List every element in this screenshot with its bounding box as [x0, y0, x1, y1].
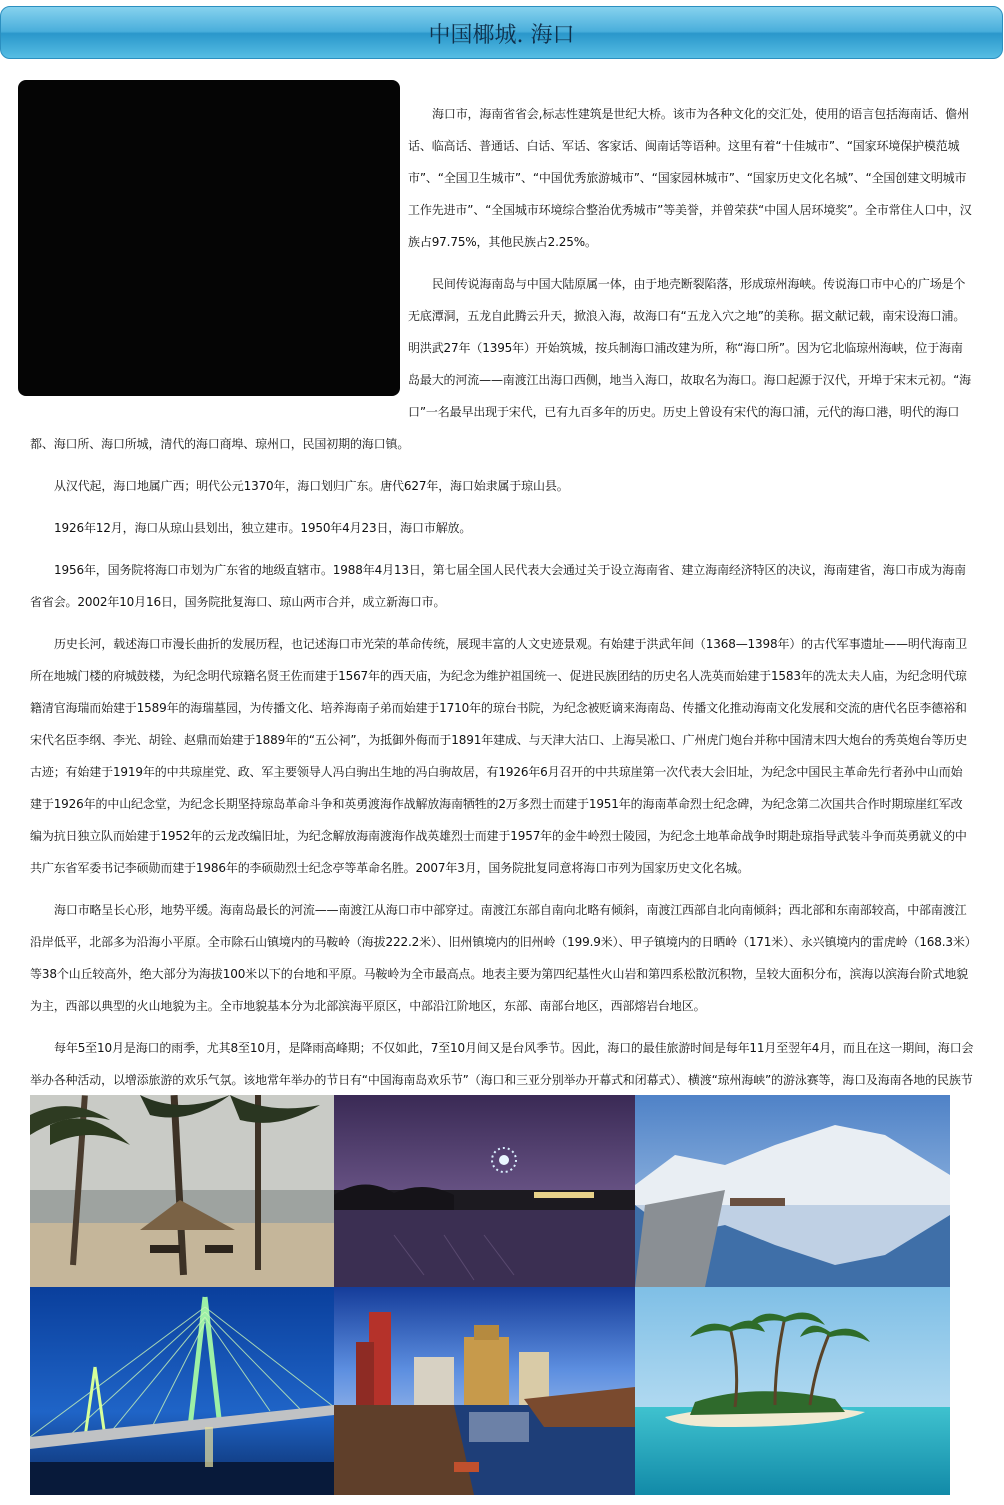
- photo-gallery: [30, 1095, 950, 1495]
- header-bar: [0, 6, 1003, 59]
- paragraph: 海口市，海南省省会,标志性建筑是世纪大桥。该市为各种文化的交汇处，使用的语言包括海南话、儋州话、临高话、普通话、白话、军话、客家话、闽南话等语种。这里有着“十佳城市”、“国家环境保护模范城市”、“全国卫生城市”、“中国优秀旅游城市”、“国家园林城市”、“国家历史文化名城”、“全国创建文明城市工作先进市”、“全国城市环境综合整治优秀城市”等美誉，并曾荣获“中国人居环境奖”。全市常住人口中，汉族占97.75%，其他民族占2.25%。: [408, 107, 972, 249]
- video-player[interactable]: [18, 80, 400, 396]
- article: [30, 80, 974, 1138]
- beach-palms-photo[interactable]: [30, 1095, 334, 1287]
- tropical-island-photo[interactable]: [635, 1287, 950, 1495]
- paragraph: 每年5至10月是海口的雨季，尤其8至10月，是降雨高峰期；不仅如此，7至10月间又是台风季节。因此，海口的最佳旅游时间是每年11月至翌年4月，而且在这一期间，海口会举办各种活动，以增添旅游的欢乐气氛。该地常年举办的节日有“中国海南岛欢乐节”（海口和三亚分别举办开幕式和闭幕式）、横渡“琼州海峡”的游泳赛等，海口及海南各地的民族节: [30, 1041, 974, 1087]
- city-river-photo[interactable]: [334, 1287, 635, 1495]
- paragraph: 从汉代起，海口地属广西；明代公元1370年，海口划归广东。唐代627年，海口始隶属于琼山县。: [54, 479, 569, 493]
- snow-lake-photo[interactable]: [635, 1095, 950, 1287]
- page-title: 中国椰城. 海口: [428, 23, 575, 48]
- paragraph: 1956年，国务院将海口市划为广东省的地级直辖市。1988年4月13日，第七届全国人民代表大会通过关于设立海南省、建立海南经济特区的决议，海南建省，海口市成为海南省省会。2002年10月16日，国务院批复海口、琼山两市合并，成立新海口市。: [30, 563, 966, 609]
- paragraph: 民间传说海南岛与中国大陆原属一体，由于地壳断裂陷落，形成琼州海峡。传说海口市中心的广场是个无底潭洞，五龙自此腾云升天，掀浪入海，故海口有“五龙入穴之地”的美称。据文献记载，南宋设海口浦。明洪武27年（1395年）开始筑城，按兵制海口浦改建为所，称“海口所”。因为它北临琼州海峡，位于海南岛最大的河流——南渡江出海口西侧，地当入海口，故取名为海口。海口起源于汉代，开埠于宋末元初。“海口”一名最早出现于宋代，已有九百多年的历史。历史上曾设有宋代的海口浦，元代的海口港，明代的海口都、海口所、海口所城，清代的海口商埠、琼州口，民国初期的海口镇。: [30, 277, 972, 451]
- paragraph: 1926年12月，海口从琼山县划出，独立建市。1950年4月23日，海口市解放。: [54, 521, 472, 535]
- century-bridge-photo[interactable]: [30, 1287, 334, 1495]
- night-fireworks-photo[interactable]: [334, 1095, 635, 1287]
- paragraph: 海口市略呈长心形，地势平缓。海南岛最长的河流——南渡江从海口市中部穿过。南渡江东部自南向北略有倾斜，南渡江西部自北向南倾斜；西北部和东南部较高，中部南渡江沿岸低平，北部多为沿海小平原。全市除石山镇境内的马鞍岭（海拔222.2米）、旧州镇境内的旧州岭（199.9米）、甲子镇境内的日晒岭（171米）、永兴镇境内的雷虎岭（168.3米）等38个山丘较高外，绝大部分为海拔100米以下的台地和平原。马鞍岭为全市最高点。地表主要为第四纪基性火山岩和第四系松散沉积物，呈较大面积分布，滨海以滨海台阶式地貌为主，西部以典型的火山地貌为主。全市地貌基本分为北部滨海平原区，中部沿江阶地区，东部、南部台地区，西部熔岩台地区。: [30, 903, 971, 1013]
- paragraph: 历史长河，载述海口市漫长曲折的发展历程，也记述海口市光荣的革命传统，展现丰富的人文史迹景观。有始建于洪武年间（1368—1398年）的古代军事遗址——明代海南卫所在地城门楼的府城鼓楼，为纪念明代琼籍名贤王佐而建于1567年的西天庙，为纪念为维护祖国统一、促进民族团结的历史名人冼英而始建于1583年的冼太夫人庙，为纪念明代琼籍清官海瑞而始建于1589年的海瑞墓园，为传播文化、培养海南子弟而始建于1710年的琼台书院，为纪念被贬谪来海南岛、传播文化推动海南文化发展和交流的唐代名臣李德裕和宋代名臣李纲、李光、胡铨、赵鼎而始建于1889年的“五公祠”，为抵御外侮而于1891年建成、与天津大沽口、上海吴凇口、广州虎门炮台并称中国清末四大炮台的秀英炮台等历史古迹；有始建于1919年的中共琼崖党、政、军主要领导人冯白驹出生地的冯白驹故居，有1926年6月召开的中共琼崖第一次代表大会旧址，为纪念中国民主革命先行者孙中山而始建于1926年的中山纪念堂，为纪念长期坚持琼岛革命斗争和英勇渡海作战解放海南牺牲的2万多烈士而建于1951年的海南革命烈士纪念碑，为纪念第二次国共合作时期琼崖红军改编为抗日独立队而始建于1952年的云龙改编旧址，为纪念解放海南渡海作战英雄烈士而建于1957年的金牛岭烈士陵园，为纪念土地革命战争时期赴琼指导武装斗争而英勇就义的中共广东省军委书记李硕勋而建于1986年的李硕勋烈士纪念亭等革命名胜。2007年3月，国务院批复同意将海口市列为国家历史文化名城。: [30, 637, 968, 875]
